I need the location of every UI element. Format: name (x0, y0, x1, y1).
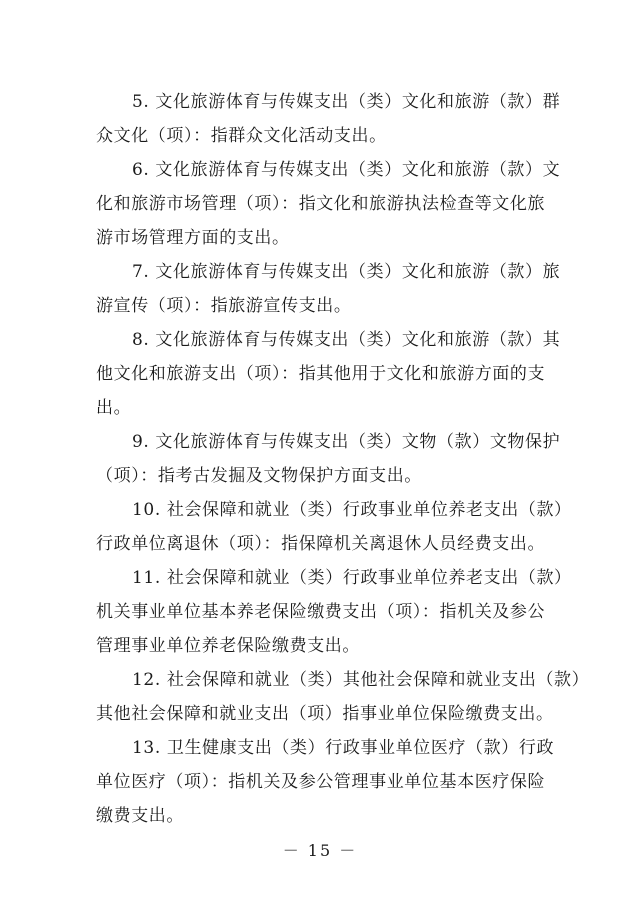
paragraph-7-line-1: 7. 文化旅游体育与传媒支出（类）文化和旅游（款）旅 (132, 262, 561, 282)
paragraph-8-line-3: 出。 (96, 398, 132, 418)
paragraph-11-line-1: 11. 社会保障和就业（类）行政事业单位养老支出（款） (132, 568, 572, 588)
paragraph-13-line-3: 缴费支出。 (96, 806, 184, 826)
paragraph-12-line-2: 其他社会保障和就业支出（项）指事业单位保险缴费支出。 (96, 704, 554, 724)
paragraph-9-line-2: （项）：指考古发掘及文物保护方面支出。 (96, 466, 422, 486)
paragraph-8-line-1: 8. 文化旅游体育与传媒支出（类）文化和旅游（款）其 (132, 330, 561, 350)
paragraph-6-line-2: 化和旅游市场管理（项）：指文化和旅游执法检查等文化旅 (96, 194, 546, 214)
page-number: － 15 － (282, 841, 358, 860)
paragraph-11-line-2: 机关事业单位基本养老保险缴费支出（项）：指机关及参公 (96, 602, 546, 622)
paragraph-6-line-3: 游市场管理方面的支出。 (96, 228, 290, 248)
paragraph-7-line-2: 游宣传（项）：指旅游宣传支出。 (96, 296, 352, 316)
paragraph-10-line-1: 10. 社会保障和就业（类）行政事业单位养老支出（款） (132, 500, 572, 520)
paragraph-6-line-1: 6. 文化旅游体育与传媒支出（类）文化和旅游（款）文 (132, 160, 561, 180)
paragraph-9-line-1: 9. 文化旅游体育与传媒支出（类）文物（款）文物保护 (132, 432, 561, 452)
paragraph-11-line-3: 管理事业单位养老保险缴费支出。 (96, 636, 360, 656)
paragraph-5-line-1: 5. 文化旅游体育与传媒支出（类）文化和旅游（款）群 (132, 92, 561, 112)
paragraph-10-line-2: 行政单位离退休（项）：指保障机关离退休人员经费支出。 (96, 534, 546, 554)
paragraph-13-line-1: 13. 卫生健康支出（类）行政事业单位医疗（款）行政 (132, 738, 555, 758)
paragraph-5-line-2: 众文化（项）：指群众文化活动支出。 (96, 126, 387, 146)
document-body (96, 85, 590, 833)
paragraph-12-line-1: 12. 社会保障和就业（类）其他社会保障和就业支出（款） (132, 670, 590, 690)
paragraph-13-line-2: 单位医疗（项）：指机关及参公管理事业单位基本医疗保险 (96, 772, 546, 792)
paragraph-8-line-2: 他文化和旅游支出（项）：指其他用于文化和旅游方面的支 (96, 364, 546, 384)
